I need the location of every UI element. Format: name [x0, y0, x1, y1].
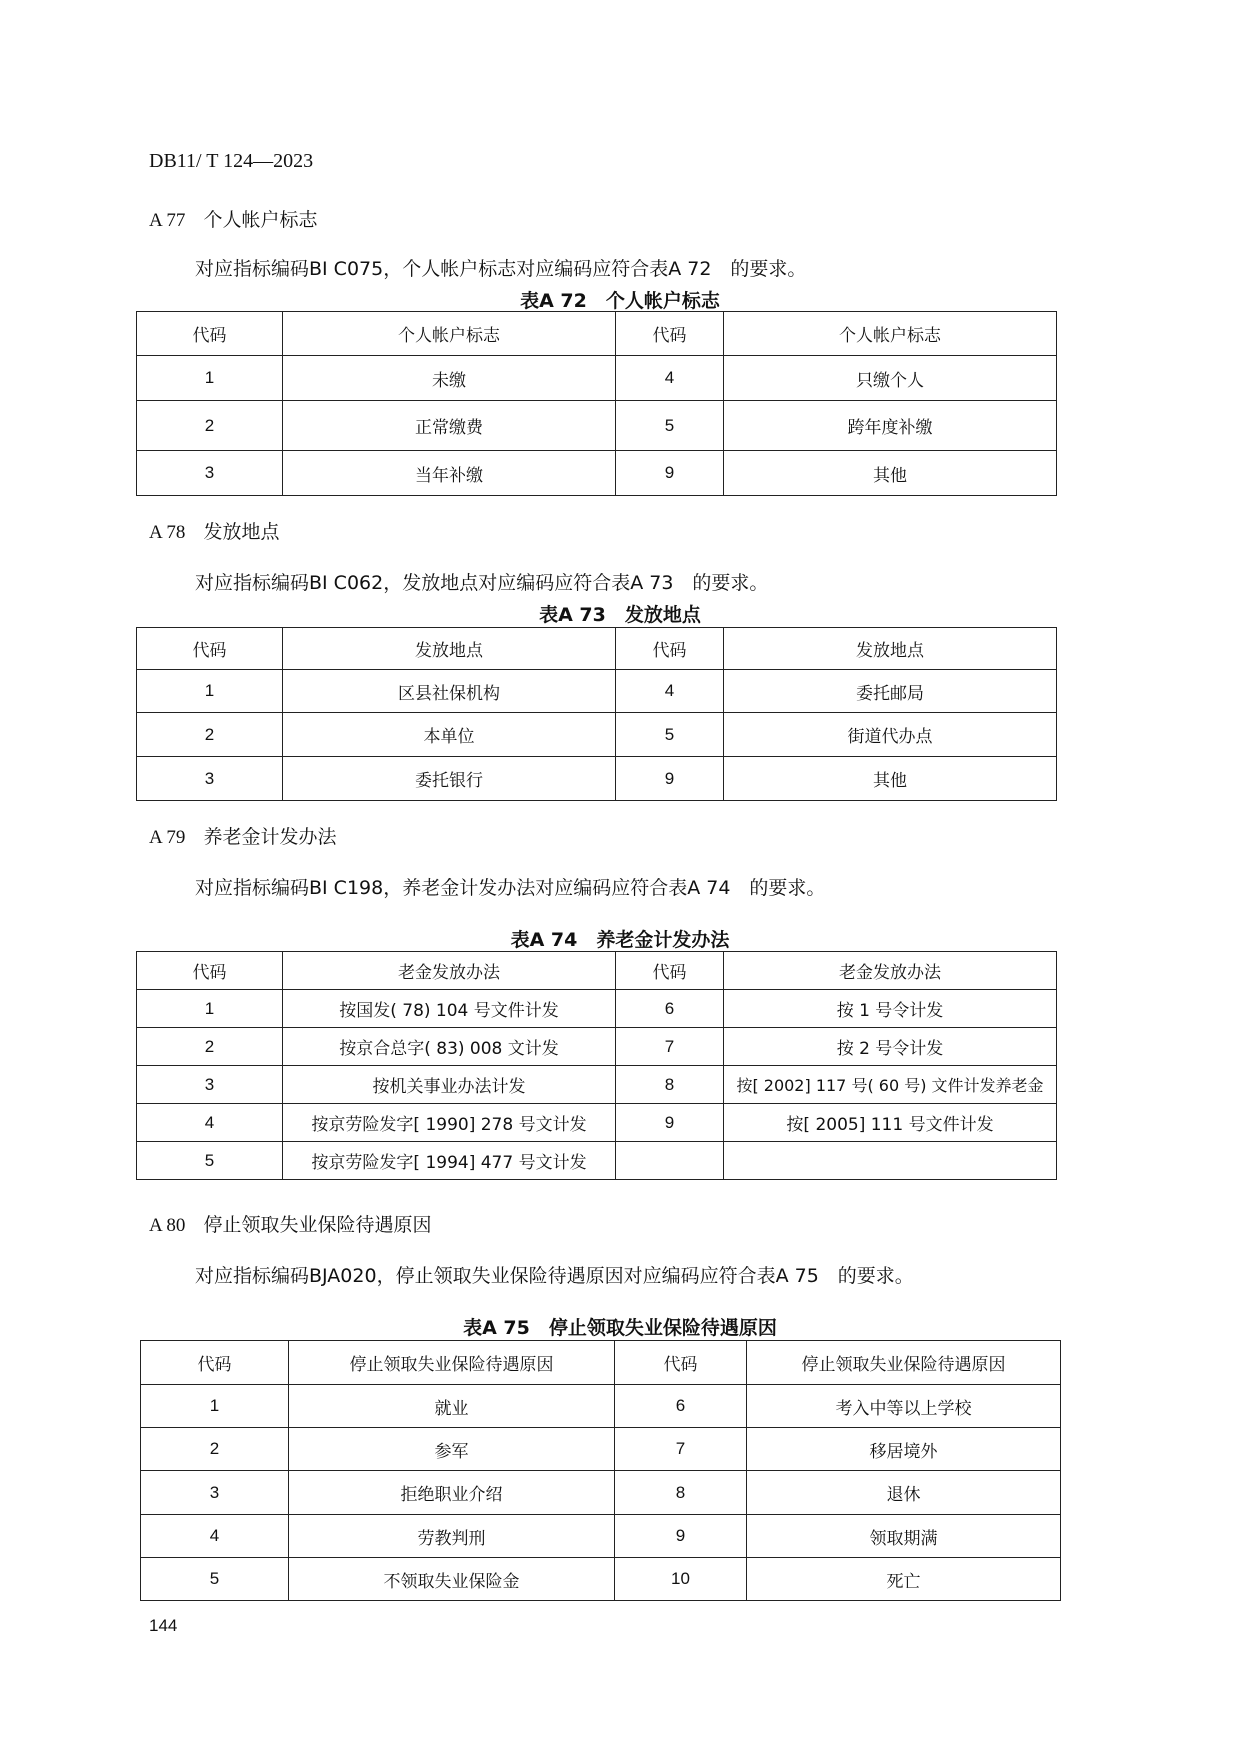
code-cell: 9 — [615, 1515, 747, 1558]
code-cell: 2 — [141, 1428, 289, 1471]
code-table-a75 — [140, 1340, 1061, 1601]
label-cell: 按京劳险发字[ 1994] 477 号文计发 — [283, 1142, 616, 1180]
label-cell: 就业 — [289, 1385, 615, 1428]
label-cell: 街道代办点 — [724, 713, 1057, 757]
code-table-a74 — [136, 951, 1057, 1180]
header-cell: 停止领取失业保险待遇原因 — [289, 1341, 615, 1385]
code-cell: 9 — [616, 451, 724, 496]
section-paragraph: 对应指标编码BI C075，个人帐户标志对应编码应符合表A 72 的要求。 — [195, 258, 807, 280]
header-cell: 代码 — [616, 312, 724, 356]
table-row — [137, 1066, 1057, 1104]
code-cell: 6 — [615, 1385, 747, 1428]
code-cell: 1 — [137, 670, 283, 713]
label-cell: 其他 — [724, 451, 1057, 496]
header-cell: 停止领取失业保险待遇原因 — [747, 1341, 1061, 1385]
label-cell: 本单位 — [283, 713, 616, 757]
section-heading — [149, 822, 336, 849]
code-cell: 6 — [616, 990, 724, 1028]
table-header-row — [137, 952, 1057, 990]
section-heading — [149, 1210, 431, 1237]
section-title: 发放地点 — [203, 521, 280, 543]
code-cell: 5 — [141, 1558, 289, 1601]
code-cell: 9 — [616, 757, 724, 801]
table-row — [141, 1515, 1061, 1558]
table-row — [137, 356, 1057, 401]
label-cell: 正常缴费 — [283, 401, 616, 451]
table-caption: 表A 74 养老金计发办法 — [510, 929, 730, 951]
code-cell: 9 — [616, 1104, 724, 1142]
table-header-row — [137, 312, 1057, 356]
label-cell: 按[ 2002] 117 号( 60 号) 文件计发养老金 — [724, 1066, 1057, 1104]
table-row — [137, 1028, 1057, 1066]
table-caption: 表A 75 停止领取失业保险待遇原因 — [463, 1317, 777, 1339]
label-cell: 未缴 — [283, 356, 616, 401]
label-cell: 按[ 2005] 111 号文件计发 — [724, 1104, 1057, 1142]
table-row — [137, 757, 1057, 801]
table-row — [137, 713, 1057, 757]
label-cell: 跨年度补缴 — [724, 401, 1057, 451]
code-cell: 3 — [137, 451, 283, 496]
header-cell: 老金发放办法 — [283, 952, 616, 990]
table-row — [137, 670, 1057, 713]
code-cell: 3 — [137, 757, 283, 801]
section-title: 个人帐户标志 — [203, 209, 318, 231]
section-number: A 77 — [149, 210, 186, 231]
header-cell: 发放地点 — [283, 628, 616, 670]
label-cell: 死亡 — [747, 1558, 1061, 1601]
code-cell — [616, 1142, 724, 1180]
label-cell: 其他 — [724, 757, 1057, 801]
code-cell: 1 — [137, 356, 283, 401]
header-cell: 老金发放办法 — [724, 952, 1057, 990]
header-cell: 个人帐户标志 — [724, 312, 1057, 356]
label-cell: 按 1 号令计发 — [724, 990, 1057, 1028]
table-row — [141, 1558, 1061, 1601]
table-header-row — [141, 1341, 1061, 1385]
label-cell: 考入中等以上学校 — [747, 1385, 1061, 1428]
label-cell: 只缴个人 — [724, 356, 1057, 401]
code-table-a72 — [136, 311, 1057, 496]
label-cell: 按机关事业办法计发 — [283, 1066, 616, 1104]
code-table-a73 — [136, 627, 1057, 801]
label-cell: 按京劳险发字[ 1990] 278 号文计发 — [283, 1104, 616, 1142]
section-title: 养老金计发办法 — [203, 826, 337, 848]
table-row — [141, 1471, 1061, 1515]
header-cell: 代码 — [137, 952, 283, 990]
code-cell: 3 — [137, 1066, 283, 1104]
code-cell: 2 — [137, 1028, 283, 1066]
header-cell: 代码 — [137, 312, 283, 356]
code-cell: 3 — [141, 1471, 289, 1515]
label-cell: 领取期满 — [747, 1515, 1061, 1558]
table-row — [141, 1385, 1061, 1428]
code-cell: 2 — [137, 401, 283, 451]
table-caption: 表A 72 个人帐户标志 — [520, 290, 720, 312]
code-cell: 1 — [141, 1385, 289, 1428]
code-cell: 1 — [137, 990, 283, 1028]
code-cell: 4 — [616, 356, 724, 401]
label-cell: 移居境外 — [747, 1428, 1061, 1471]
section-paragraph: 对应指标编码BJA020，停止领取失业保险待遇原因对应编码应符合表A 75 的要求。 — [195, 1265, 914, 1287]
code-cell: 8 — [615, 1471, 747, 1515]
header-cell: 代码 — [615, 1341, 747, 1385]
label-cell: 委托银行 — [283, 757, 616, 801]
code-cell: 5 — [137, 1142, 283, 1180]
section-paragraph: 对应指标编码BI C198，养老金计发办法对应编码应符合表A 74 的要求。 — [195, 877, 826, 899]
code-cell: 8 — [616, 1066, 724, 1104]
code-cell: 7 — [616, 1028, 724, 1066]
label-cell: 劳教判刑 — [289, 1515, 615, 1558]
code-cell: 5 — [616, 713, 724, 757]
label-cell: 当年补缴 — [283, 451, 616, 496]
label-cell: 按 2 号令计发 — [724, 1028, 1057, 1066]
table-header-row — [137, 628, 1057, 670]
section-number: A 80 — [149, 1215, 186, 1236]
label-cell: 拒绝职业介绍 — [289, 1471, 615, 1515]
label-cell: 按国发( 78) 104 号文件计发 — [283, 990, 616, 1028]
table-row — [137, 1142, 1057, 1180]
section-heading — [149, 517, 279, 544]
code-cell: 4 — [141, 1515, 289, 1558]
label-cell: 区县社保机构 — [283, 670, 616, 713]
label-cell: 不领取失业保险金 — [289, 1558, 615, 1601]
code-cell: 4 — [137, 1104, 283, 1142]
label-cell: 退休 — [747, 1471, 1061, 1515]
header-cell: 代码 — [616, 952, 724, 990]
section-heading — [149, 205, 317, 232]
code-cell: 5 — [616, 401, 724, 451]
header-cell: 个人帐户标志 — [283, 312, 616, 356]
section-paragraph: 对应指标编码BI C062，发放地点对应编码应符合表A 73 的要求。 — [195, 572, 769, 594]
document-id: DB11/ T 124—2023 — [149, 150, 314, 172]
code-cell: 10 — [615, 1558, 747, 1601]
header-cell: 代码 — [137, 628, 283, 670]
label-cell: 按京合总字( 83) 008 文计发 — [283, 1028, 616, 1066]
page-number: 144 — [149, 1616, 178, 1635]
section-number: A 79 — [149, 827, 186, 848]
label-cell: 参军 — [289, 1428, 615, 1471]
header-cell: 代码 — [141, 1341, 289, 1385]
header-cell: 代码 — [616, 628, 724, 670]
table-row — [137, 990, 1057, 1028]
table-row — [141, 1428, 1061, 1471]
code-cell: 2 — [137, 713, 283, 757]
header-cell: 发放地点 — [724, 628, 1057, 670]
table-row — [137, 1104, 1057, 1142]
label-cell — [724, 1142, 1057, 1180]
table-row — [137, 451, 1057, 496]
table-row — [137, 401, 1057, 451]
table-caption: 表A 73 发放地点 — [539, 604, 701, 626]
label-cell: 委托邮局 — [724, 670, 1057, 713]
section-title: 停止领取失业保险待遇原因 — [203, 1214, 432, 1236]
code-cell: 7 — [615, 1428, 747, 1471]
code-cell: 4 — [616, 670, 724, 713]
section-number: A 78 — [149, 522, 186, 543]
